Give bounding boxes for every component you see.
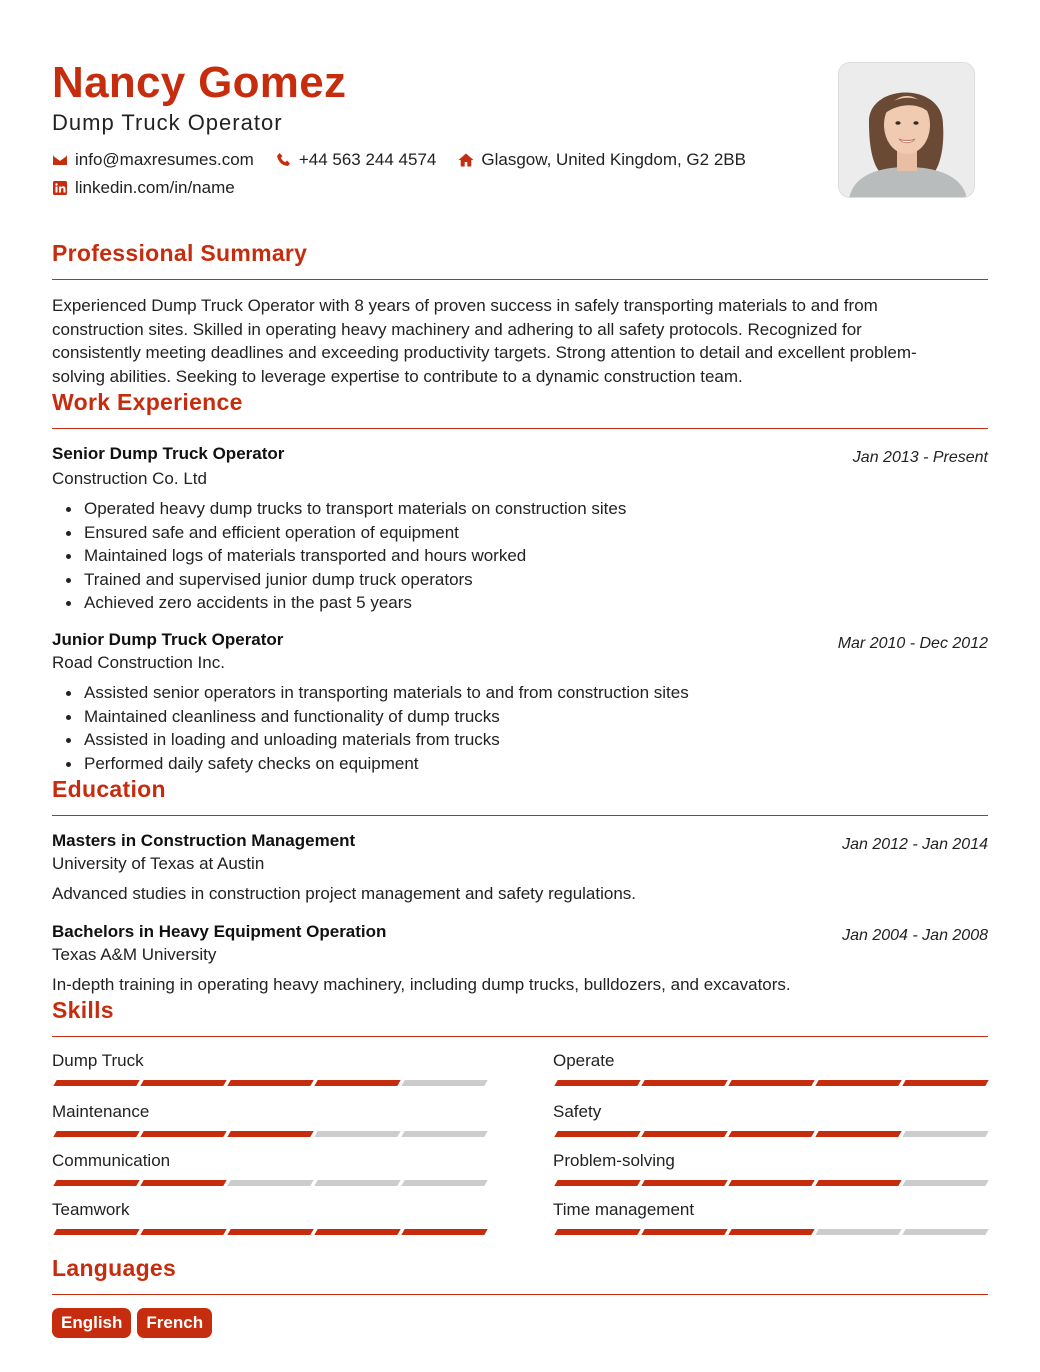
location-text: Glasgow, United Kingdom, G2 2BB [481, 150, 746, 169]
skill-level-bar [55, 1080, 486, 1086]
skill-segment-empty [314, 1131, 400, 1137]
skill-segment-filled [815, 1131, 901, 1137]
location-contact [458, 150, 746, 170]
summary-line: consistently meeting deadlines and exceeding productivity targets. Strong attention to detail and excellent problem- [52, 343, 917, 362]
linkedin-text: linkedin.com/in/name [75, 178, 235, 197]
skill-segment-filled [53, 1229, 139, 1235]
job-date: Mar 2010 - Dec 2012 [837, 635, 988, 652]
summary-line: Experienced Dump Truck Operator with 8 years of proven success in safely transporting materials to and from [52, 296, 878, 315]
skill-label: Safety [553, 1102, 602, 1121]
skill-level-bar [556, 1229, 987, 1235]
skill-level-bar [556, 1131, 987, 1137]
skill-level-bar [556, 1180, 987, 1186]
skill-segment-filled [401, 1229, 487, 1235]
list-item: Assisted in loading and unloading materials from trucks [84, 728, 689, 752]
list-item: Performed daily safety checks on equipment [84, 752, 689, 776]
job-bullets [84, 497, 626, 615]
skill-level-bar [55, 1229, 486, 1235]
degree-title: Bachelors in Heavy Equipment Operation [52, 922, 387, 941]
skill-label: Time management [553, 1200, 695, 1219]
skill-segment-filled [728, 1180, 814, 1186]
skill-segment-filled [554, 1131, 640, 1137]
education-divider [52, 815, 988, 816]
linkedin-icon [52, 180, 68, 196]
skill-segment-filled [728, 1080, 814, 1086]
skill-label: Dump Truck [52, 1051, 144, 1070]
phone-contact[interactable] [276, 150, 437, 170]
degree-date: Jan 2012 - Jan 2014 [842, 836, 988, 853]
skill-label: Communication [52, 1151, 171, 1170]
languages-heading: Languages [52, 1255, 177, 1281]
summary-text [52, 294, 988, 388]
skill-segment-filled [53, 1131, 139, 1137]
envelope-icon [52, 152, 68, 168]
list-item: Operated heavy dump trucks to transport materials on construction sites [84, 497, 626, 521]
skill-segment-empty [227, 1180, 313, 1186]
language-badge: French [137, 1308, 212, 1338]
skill-segment-filled [728, 1229, 814, 1235]
languages-divider [52, 1294, 988, 1295]
skills-divider [52, 1036, 988, 1037]
skill-level-bar [55, 1180, 486, 1186]
skill-segment-filled [140, 1131, 226, 1137]
skill-segment-filled [641, 1080, 727, 1086]
job-bullets [84, 681, 689, 775]
school-name: University of Texas at Austin [52, 854, 265, 873]
skill-segment-filled [554, 1229, 640, 1235]
skill-segment-filled [641, 1229, 727, 1235]
list-item: Ensured safe and efficient operation of equipment [84, 521, 626, 545]
list-item: Assisted senior operators in transporting materials to and from construction sites [84, 681, 689, 705]
list-item: Maintained cleanliness and functionality of dump trucks [84, 705, 689, 729]
skill-segment-empty [401, 1131, 487, 1137]
skill-segment-filled [314, 1229, 400, 1235]
skill-segment-filled [140, 1080, 226, 1086]
skills-heading: Skills [52, 997, 114, 1023]
degree-title: Masters in Construction Management [52, 831, 356, 850]
contact-info [52, 148, 768, 204]
skill-segment-empty [902, 1229, 988, 1235]
skill-segment-filled [53, 1180, 139, 1186]
job-date: Jan 2013 - Present [852, 449, 988, 466]
list-item: Maintained logs of materials transported and hours worked [84, 544, 626, 568]
skill-segment-filled [641, 1180, 727, 1186]
education-heading: Education [52, 776, 166, 802]
candidate-title: Dump Truck Operator [52, 110, 283, 135]
summary-line: construction sites. Skilled in operating heavy machinery and adhering to all safety protocols. Recognized for [52, 319, 862, 339]
skill-level-bar [556, 1080, 987, 1086]
skill-level-bar [55, 1131, 486, 1137]
skill-segment-empty [401, 1180, 487, 1186]
list-item: Achieved zero accidents in the past 5 years [84, 591, 626, 615]
skill-segment-empty [902, 1180, 988, 1186]
school-name: Texas A&M University [52, 945, 217, 964]
skill-segment-filled [641, 1131, 727, 1137]
skill-label: Teamwork [52, 1200, 130, 1219]
skill-segment-filled [902, 1080, 988, 1086]
email-text: info@maxresumes.com [75, 150, 254, 169]
skill-segment-filled [53, 1080, 139, 1086]
phone-icon [276, 152, 292, 168]
skill-segment-filled [227, 1080, 313, 1086]
job-title: Senior Dump Truck Operator [52, 444, 285, 463]
skill-segment-filled [815, 1080, 901, 1086]
profile-photo [838, 62, 975, 198]
experience-divider [52, 428, 988, 429]
linkedin-contact[interactable] [52, 178, 235, 198]
job-company: Road Construction Inc. [52, 653, 225, 672]
language-badge: English [52, 1308, 131, 1338]
skill-segment-filled [314, 1080, 400, 1086]
skill-segment-filled [815, 1180, 901, 1186]
list-item: Trained and supervised junior dump truck operators [84, 568, 626, 592]
degree-description: Advanced studies in construction project management and safety regulations. [52, 884, 637, 903]
skill-segment-filled [227, 1131, 313, 1137]
degree-description: In-depth training in operating heavy machinery, including dump trucks, bulldozers, and excavators. [52, 975, 791, 994]
skill-segment-empty [401, 1080, 487, 1086]
skill-segment-empty [902, 1131, 988, 1137]
skill-segment-filled [554, 1180, 640, 1186]
skill-label: Maintenance [52, 1102, 150, 1121]
candidate-name: Nancy Gomez [52, 58, 347, 107]
skill-segment-filled [728, 1131, 814, 1137]
phone-text: +44 563 244 4574 [298, 150, 437, 169]
skill-segment-empty [815, 1229, 901, 1235]
experience-heading: Work Experience [52, 389, 243, 415]
skill-label: Problem-solving [553, 1151, 675, 1170]
skill-segment-empty [314, 1180, 400, 1186]
home-icon [458, 152, 474, 168]
summary-divider [52, 279, 988, 280]
avatar [839, 63, 975, 198]
skill-segment-filled [227, 1229, 313, 1235]
skill-segment-filled [140, 1229, 226, 1235]
job-company: Construction Co. Ltd [52, 469, 207, 488]
job-title: Junior Dump Truck Operator [52, 630, 284, 649]
languages-list [52, 1308, 212, 1338]
summary-line: solving abilities. Seeking to leverage expertise to contribute to a dynamic construction team. [52, 366, 743, 386]
skill-label: Operate [553, 1051, 615, 1070]
email-contact[interactable] [52, 150, 254, 170]
degree-date: Jan 2004 - Jan 2008 [842, 927, 988, 944]
skill-segment-filled [140, 1180, 226, 1186]
summary-heading: Professional Summary [52, 240, 308, 266]
skill-segment-filled [554, 1080, 640, 1086]
